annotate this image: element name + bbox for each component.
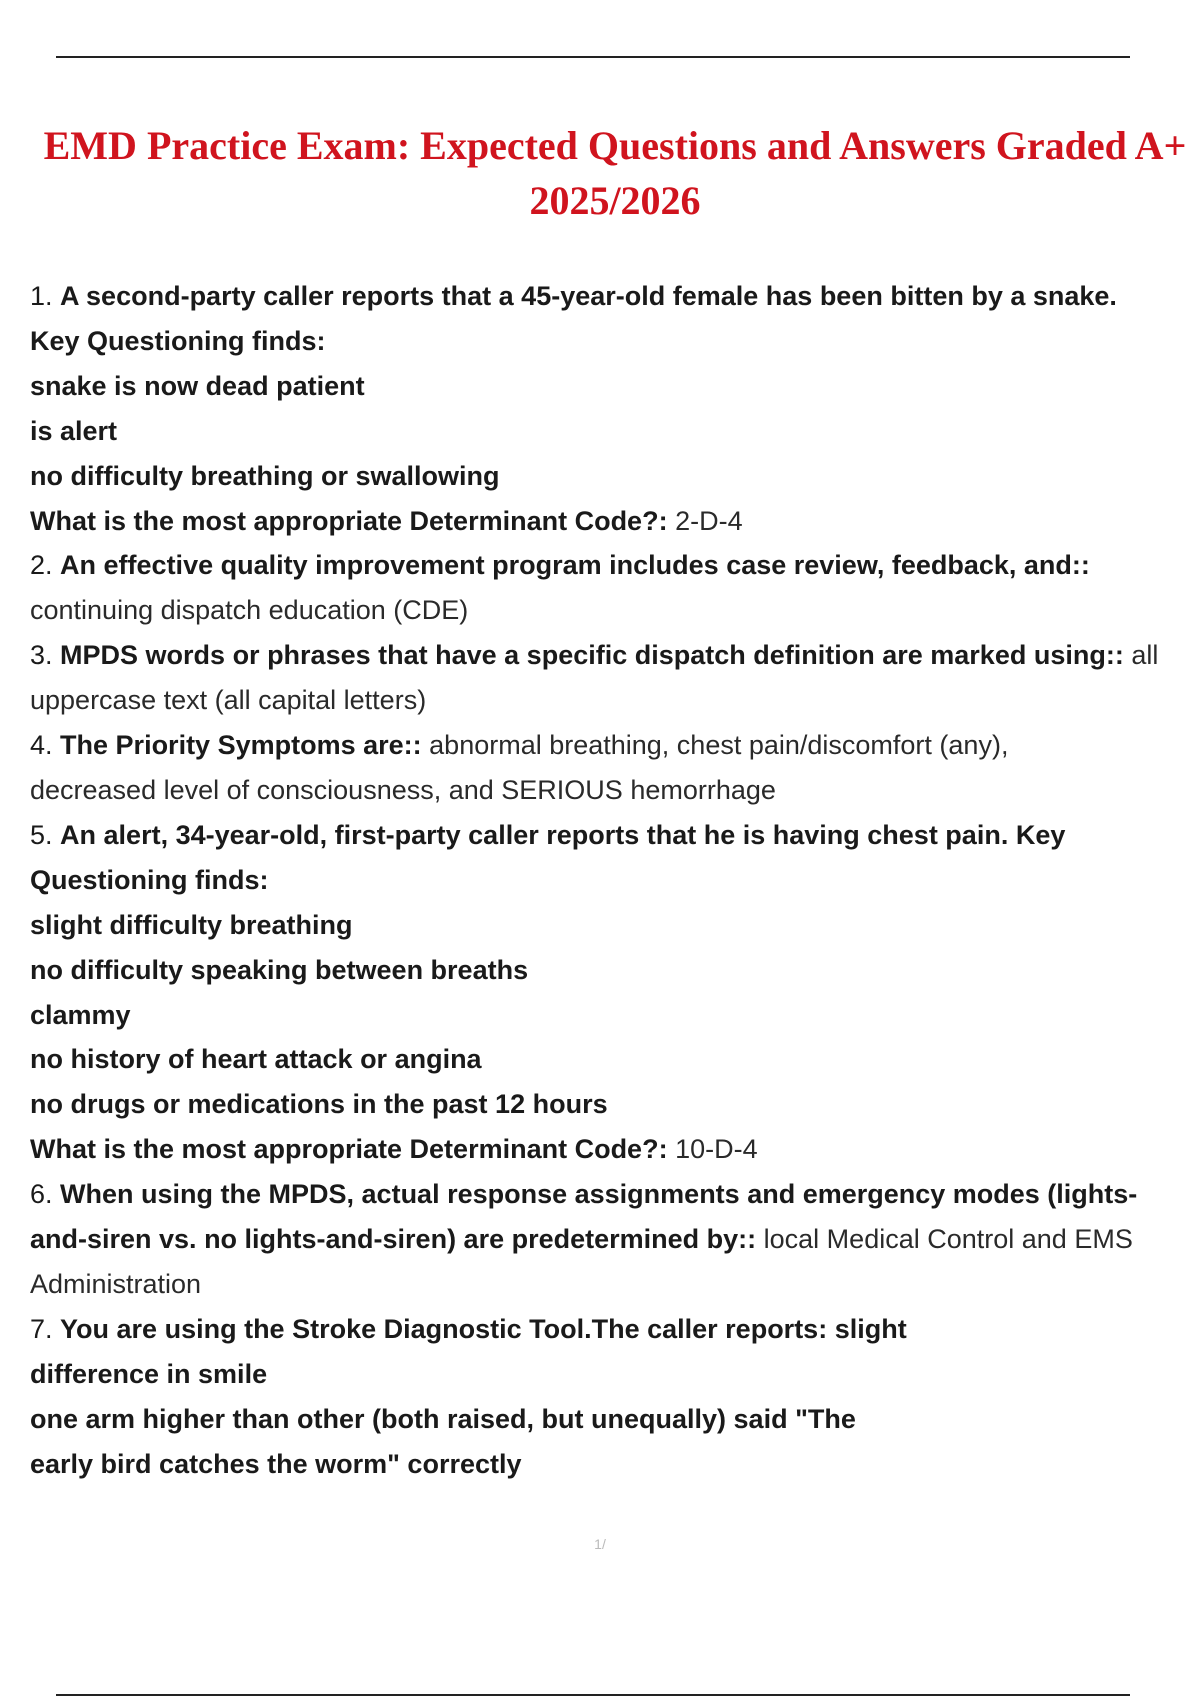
title-line-2: 2025/2026 <box>529 178 701 223</box>
question-6 <box>30 1172 1180 1307</box>
answer-text: abnormal breathing, chest pain/discomfort (any), <box>429 730 1009 761</box>
question-text: slight difficulty breathing <box>30 909 353 940</box>
question-text: and-siren vs. no lights-and-siren) are predetermined by:: <box>30 1224 757 1255</box>
question-number: 1. <box>30 281 53 311</box>
question-text: no drugs or medications in the past 12 hours <box>30 1089 608 1120</box>
page-number: 1/ <box>594 1536 606 1552</box>
question-number: 2. <box>30 550 53 581</box>
question-text: An effective quality improvement program includes case review, feedback, and:: <box>60 550 1090 581</box>
question-number: 5. <box>30 819 53 850</box>
question-number: 4. <box>30 730 53 761</box>
question-text: early bird catches the worm" correctly <box>30 1448 522 1479</box>
question-text: Questioning finds: <box>30 864 269 895</box>
question-text: no difficulty speaking between breaths <box>30 954 529 985</box>
answer-text: uppercase text (all capital letters) <box>30 685 427 716</box>
question-4 <box>30 723 1180 813</box>
question-list <box>30 274 1180 1486</box>
top-rule <box>56 56 1130 58</box>
question-number: 7. <box>30 1313 53 1344</box>
question-text: one arm higher than other (both raised, but unequally) said "The <box>30 1403 856 1434</box>
title-line-1: EMD Practice Exam: Expected Questions and Answers Graded A+ <box>43 123 1187 168</box>
answer-text: all <box>1131 640 1159 671</box>
question-text: You are using the Stroke Diagnostic Tool.The caller reports: slight <box>60 1313 907 1344</box>
question-1 <box>30 274 1180 543</box>
question-text: What is the most appropriate Determinant Code?: <box>30 505 668 536</box>
answer-text: local Medical Control and EMS <box>763 1224 1133 1255</box>
question-text: An alert, 34-year-old, first-party caller reports that he is having chest pain. Key <box>60 819 1066 850</box>
question-number: 6. <box>30 1179 53 1210</box>
question-text: A second-party caller reports that a 45-year-old female has been bitten by a snake. <box>60 281 1117 311</box>
answer-text: decreased level of consciousness, and SERIOUS hemorrhage <box>30 774 776 805</box>
question-text: no difficulty breathing or swallowing <box>30 460 500 491</box>
question-text: When using the MPDS, actual response assignments and emergency modes (lights- <box>60 1179 1138 1210</box>
bottom-rule <box>56 1694 1130 1696</box>
page-title <box>30 118 1200 228</box>
question-text: no history of heart attack or angina <box>30 1044 482 1075</box>
question-text: The Priority Symptoms are:: <box>60 730 422 761</box>
question-7 <box>30 1307 1180 1487</box>
question-text: Key Questioning finds: <box>30 325 326 356</box>
question-3 <box>30 633 1180 723</box>
question-text: difference in smile <box>30 1358 268 1389</box>
question-text: snake is now dead patient <box>30 370 365 401</box>
question-text: What is the most appropriate Determinant Code?: <box>30 1134 668 1165</box>
question-number: 3. <box>30 640 53 671</box>
answer-text: continuing dispatch education (CDE) <box>30 595 469 626</box>
answer-text: 2-D-4 <box>675 505 743 536</box>
answer-text: Administration <box>30 1268 202 1299</box>
question-2 <box>30 543 1180 633</box>
answer-text: 10-D-4 <box>675 1134 758 1165</box>
question-5 <box>30 813 1180 1172</box>
question-text: is alert <box>30 415 118 446</box>
question-text: MPDS words or phrases that have a specific dispatch definition are marked using:: <box>60 640 1124 671</box>
question-text: clammy <box>30 999 131 1030</box>
